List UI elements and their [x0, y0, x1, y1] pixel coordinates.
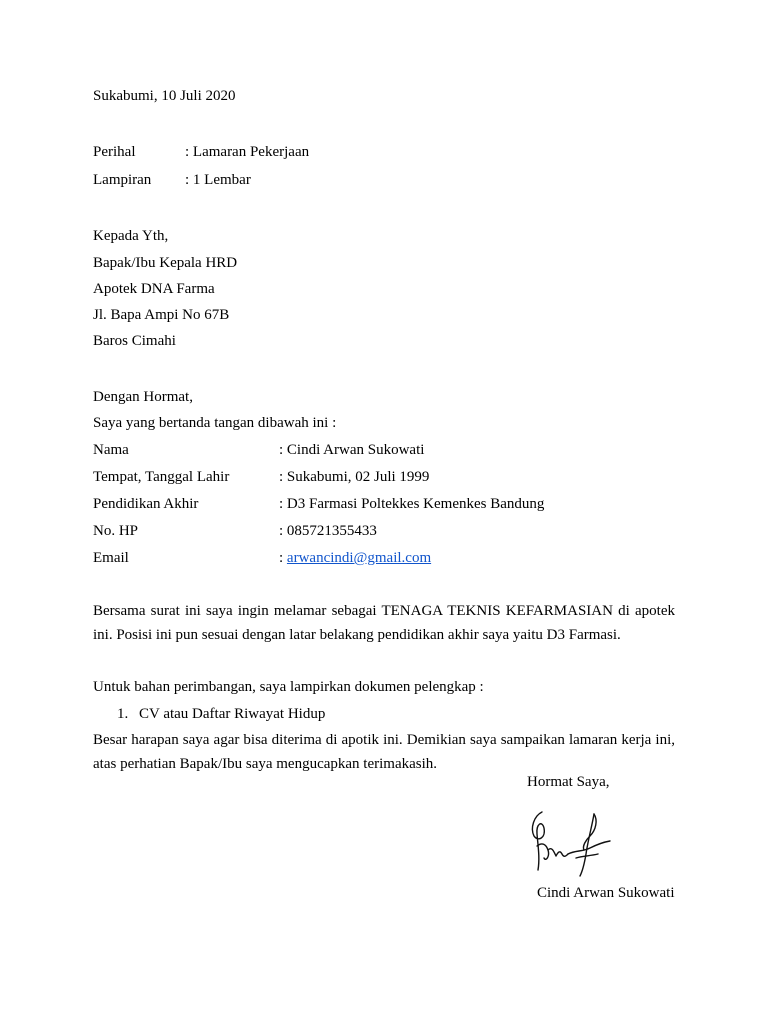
applicant-value: : Sukabumi, 02 Juli 1999 [279, 469, 430, 485]
intro-text: Saya yang bertanda tangan dibawah ini : [93, 415, 337, 431]
subject-label: Perihal [93, 144, 136, 160]
recipient-line: Kepada Yth, [93, 228, 169, 244]
attachment-label: Lampiran [93, 172, 152, 188]
email-prefix: : [279, 550, 287, 566]
recipient-line: Apotek DNA Farma [93, 281, 215, 297]
applicant-label: No. HP [93, 523, 139, 539]
attachments-intro: Untuk bahan perimbangan, saya lampirkan dokumen pelengkap : [93, 679, 484, 695]
applicant-label: Tempat, Tanggal Lahir [93, 469, 230, 485]
body-paragraph: Bersama surat ini saya ingin melamar sebagai TENAGA TEKNIS KEFARMASIAN di apotek ini. Posisi ini pun sesuai dengan latar belakang pendidikan akhir saya yaitu D3 Farmasi. [93, 603, 675, 643]
recipient-line: Bapak/Ibu Kepala HRD [93, 255, 238, 271]
recipient-line: Baros Cimahi [93, 333, 176, 349]
closing-salutation: Hormat Saya, [527, 774, 610, 790]
subject-value: : Lamaran Pekerjaan [185, 144, 310, 160]
applicant-label: Nama [93, 442, 129, 458]
greeting: Dengan Hormat, [93, 389, 193, 405]
closing-paragraph: Besar harapan saya agar bisa diterima di apotik ini. Demikian saya sampaikan lamaran kerja ini, atas perhatian Bapak/Ibu saya mengucapkan terimakasih. [93, 732, 675, 772]
list-item [117, 705, 325, 723]
email-value [279, 549, 431, 567]
applicant-value: : Cindi Arwan Sukowati [279, 442, 425, 458]
attachment-value: : 1 Lembar [185, 172, 251, 188]
recipient-line: Jl. Bapa Ampi No 67B [93, 307, 230, 323]
applicant-value: : 085721355433 [279, 523, 377, 539]
email-link[interactable]: arwancindi@gmail.com [286, 550, 432, 566]
email-label: Email [93, 550, 129, 566]
signature-name: Cindi Arwan Sukowati [537, 885, 675, 901]
applicant-value: : D3 Farmasi Poltekkes Kemenkes Bandung [279, 496, 545, 512]
list-item-number: 1. [117, 706, 129, 722]
place-date: Sukabumi, 10 Juli 2020 [93, 88, 236, 104]
handwritten-signature [520, 806, 620, 878]
list-item-text: CV atau Daftar Riwayat Hidup [139, 706, 326, 722]
applicant-label: Pendidikan Akhir [93, 496, 199, 512]
